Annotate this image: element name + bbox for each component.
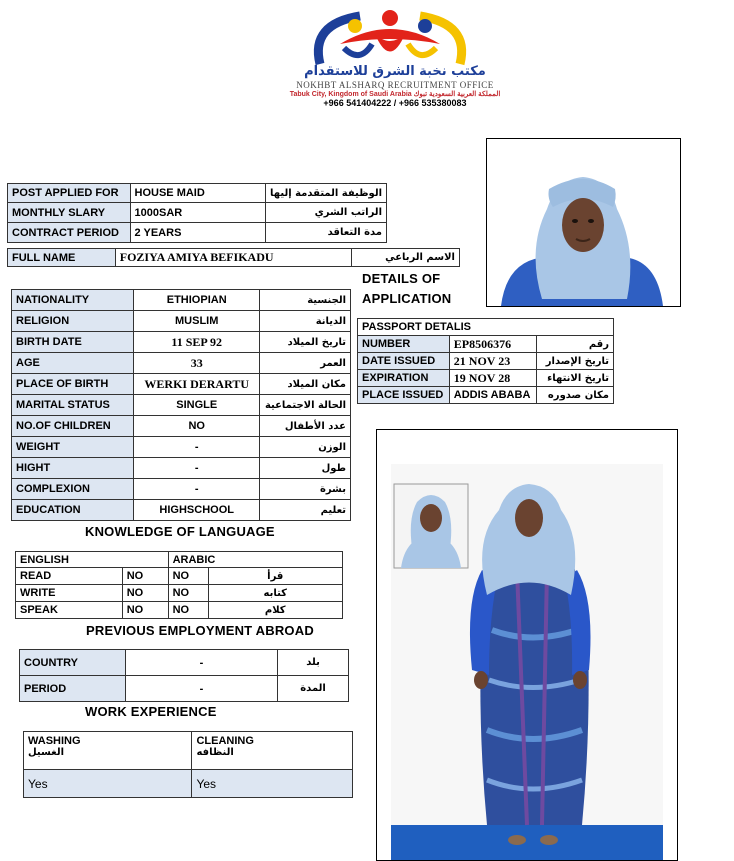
experience-heading: WORK EXPERIENCE xyxy=(85,704,217,719)
expiration-value: 19 NOV 28 xyxy=(449,370,536,387)
country-arabic: بلد xyxy=(278,650,349,676)
place-of-birth-arabic: مكان الميلاد xyxy=(260,374,351,395)
religion-arabic: الديانة xyxy=(260,311,351,332)
religion-label: RELIGION xyxy=(12,311,134,332)
birth-date-arabic: تاريخ الميلاد xyxy=(260,332,351,353)
contract-arabic: مدة التعاقد xyxy=(265,223,386,243)
employment-table xyxy=(19,649,349,702)
passport-table xyxy=(357,318,614,404)
birth-date-label: BIRTH DATE xyxy=(12,332,134,353)
weight-arabic: الوزن xyxy=(260,437,351,458)
table-row xyxy=(12,374,351,395)
write-label: WRITE xyxy=(16,585,123,602)
post-applied-arabic: الوظيفة المتقدمة إليها xyxy=(265,184,386,203)
post-applied-label: POST APPLIED FOR xyxy=(8,184,131,203)
table-row xyxy=(24,732,353,770)
date-issued-value: 21 NOV 23 xyxy=(449,353,536,370)
language-english-header: ENGLISH xyxy=(16,552,169,568)
cleaning-label: CLEANING xyxy=(196,735,254,747)
height-arabic: طول xyxy=(260,458,351,479)
table-row xyxy=(8,203,387,223)
speak-arabic-level: NO xyxy=(168,602,208,619)
personal-details-table xyxy=(11,289,351,521)
table-row xyxy=(12,332,351,353)
complexion-value: - xyxy=(134,479,260,500)
table-row xyxy=(358,353,614,370)
full-name-table xyxy=(7,248,460,267)
date-issued-arabic: تاريخ الإصدار xyxy=(536,353,613,370)
age-arabic: العمر xyxy=(260,353,351,374)
passport-number-arabic: رقم xyxy=(536,336,613,353)
full-body-photo xyxy=(376,429,678,861)
speak-arabic: كلام xyxy=(208,602,343,619)
write-arabic-level: NO xyxy=(168,585,208,602)
contract-label: CONTRACT PERIOD xyxy=(8,223,131,243)
table-row xyxy=(12,500,351,521)
language-heading: KNOWLEDGE OF LANGUAGE xyxy=(85,524,275,539)
table-row xyxy=(12,395,351,416)
expiration-label: EXPIRATION xyxy=(358,370,450,387)
education-label: EDUCATION xyxy=(12,500,134,521)
complexion-label: COMPLEXION xyxy=(12,479,134,500)
education-arabic: تعليم xyxy=(260,500,351,521)
speak-english: NO xyxy=(122,602,168,619)
children-arabic: عدد الأطفال xyxy=(260,416,351,437)
table-row xyxy=(8,223,387,243)
cleaning-arabic: النظافه xyxy=(196,747,234,758)
passport-number-label: NUMBER xyxy=(358,336,450,353)
place-of-birth-value: WERKI DERARTU xyxy=(134,374,260,395)
cleaning-cell xyxy=(192,732,353,770)
table-row xyxy=(358,387,614,404)
complexion-arabic: بشرة xyxy=(260,479,351,500)
company-location: Tabuk City, Kingdom of Saudi Arabia المملكة العربية السعودية تبوك xyxy=(289,91,501,98)
washing-cell xyxy=(24,732,192,770)
speak-label: SPEAK xyxy=(16,602,123,619)
washing-arabic: الغسيل xyxy=(28,747,65,758)
details-heading-line2: APPLICATION xyxy=(362,291,452,306)
table-row xyxy=(358,319,614,336)
table-row xyxy=(16,568,343,585)
full-name-label: FULL NAME xyxy=(8,249,116,267)
table-row xyxy=(358,370,614,387)
period-value: - xyxy=(125,676,277,702)
table-row xyxy=(12,416,351,437)
table-row xyxy=(12,437,351,458)
read-arabic: قرأ xyxy=(208,568,343,585)
table-row xyxy=(16,585,343,602)
age-value: 33 xyxy=(134,353,260,374)
birth-date-value: 11 SEP 92 xyxy=(134,332,260,353)
language-arabic-header: ARABIC xyxy=(168,552,342,568)
education-value: HIGHSCHOOL xyxy=(134,500,260,521)
height-value: - xyxy=(134,458,260,479)
cleaning-value: Yes xyxy=(192,770,353,798)
nationality-value: ETHIOPIAN xyxy=(134,290,260,311)
period-label: PERIOD xyxy=(20,676,126,702)
experience-table xyxy=(23,731,353,798)
table-row xyxy=(24,770,353,798)
salary-label: MONTHLY SLARY xyxy=(8,203,131,223)
country-label: COUNTRY xyxy=(20,650,126,676)
table-row xyxy=(12,311,351,332)
children-label: NO.OF CHILDREN xyxy=(12,416,134,437)
table-row xyxy=(12,479,351,500)
country-value: - xyxy=(125,650,277,676)
washing-label: WASHING xyxy=(28,735,81,747)
expiration-arabic: تاريخ الانتهاء xyxy=(536,370,613,387)
place-issued-value: ADDIS ABABA xyxy=(449,387,536,404)
salary-arabic: الراتب الشري xyxy=(265,203,386,223)
write-english: NO xyxy=(122,585,168,602)
table-row xyxy=(16,602,343,619)
marital-status-value: SINGLE xyxy=(134,395,260,416)
table-row xyxy=(358,336,614,353)
weight-value: - xyxy=(134,437,260,458)
portrait-photo xyxy=(486,138,681,307)
table-row xyxy=(16,552,343,568)
nationality-label: NATIONALITY xyxy=(12,290,134,311)
post-applied-value: HOUSE MAID xyxy=(130,184,265,203)
table-row xyxy=(20,676,349,702)
passport-title: PASSPORT DETALIS xyxy=(358,319,614,336)
place-of-birth-label: PLACE OF BIRTH xyxy=(12,374,134,395)
details-heading-line1: DETAILS OF xyxy=(362,271,441,286)
table-row xyxy=(8,249,460,267)
religion-value: MUSLIM xyxy=(134,311,260,332)
place-issued-arabic: مكان صدوره xyxy=(536,387,613,404)
table-row xyxy=(20,650,349,676)
marital-status-label: MARITAL STATUS xyxy=(12,395,134,416)
passport-number-value: EP8506376 xyxy=(449,336,536,353)
nationality-arabic: الجنسية xyxy=(260,290,351,311)
period-arabic: المدة xyxy=(278,676,349,702)
company-phones: +966 541404222 / +966 535380083 xyxy=(323,98,467,108)
read-english: NO xyxy=(122,568,168,585)
employment-heading: PREVIOUS EMPLOYMENT ABROAD xyxy=(86,623,314,638)
full-name-arabic: الاسم الرباعي xyxy=(352,249,460,267)
table-row xyxy=(12,458,351,479)
read-label: READ xyxy=(16,568,123,585)
read-arabic-level: NO xyxy=(168,568,208,585)
marital-status-arabic: الحالة الاجتماعية xyxy=(260,395,351,416)
application-table xyxy=(7,183,387,243)
washing-value: Yes xyxy=(24,770,192,798)
company-logo xyxy=(300,4,480,72)
height-label: HIGHT xyxy=(12,458,134,479)
table-row xyxy=(12,290,351,311)
contract-value: 2 YEARS xyxy=(130,223,265,243)
company-english-name: NOKHBT ALSHARQ RECRUITMENT OFFICE xyxy=(296,80,494,90)
table-row xyxy=(12,353,351,374)
date-issued-label: DATE ISSUED xyxy=(358,353,450,370)
weight-label: WEIGHT xyxy=(12,437,134,458)
table-row xyxy=(8,184,387,203)
age-label: AGE xyxy=(12,353,134,374)
write-arabic: كتابه xyxy=(208,585,343,602)
place-issued-label: PLACE ISSUED xyxy=(358,387,450,404)
company-arabic-name: مكتب نخبة الشرق للاستقدام xyxy=(304,64,486,79)
full-name-value: FOZIYA AMIYA BEFIKADU xyxy=(115,249,351,267)
language-table xyxy=(15,551,343,619)
children-value: NO xyxy=(134,416,260,437)
salary-value: 1000SAR xyxy=(130,203,265,223)
